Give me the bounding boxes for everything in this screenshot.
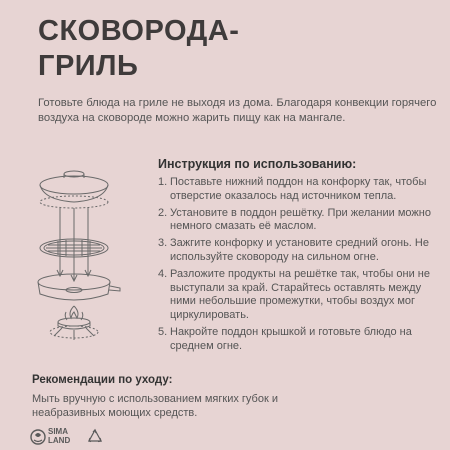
logo-line-1: SIMA	[48, 427, 68, 436]
base-pan-drawing	[38, 274, 120, 300]
step-number: 3.	[158, 237, 168, 250]
grill-pan-illustration	[22, 160, 152, 360]
grate-drawing	[40, 239, 108, 257]
step-number: 2.	[158, 206, 168, 219]
title-line-2: ГРИЛЬ	[38, 50, 139, 82]
instruction-step	[158, 176, 443, 204]
step-text: Накройте поддон крышкой и готовьте блюдо на среднем огне.	[170, 325, 412, 352]
instructions-list	[158, 176, 443, 357]
step-number: 5.	[158, 325, 168, 338]
care-heading: Рекомендации по уходу:	[32, 374, 173, 386]
step-number: 4.	[158, 267, 168, 280]
step-text: Разложите продукты на решётке так, чтобы они не выступали за край. Старайтесь оставлять между ними небольшие промежутки, чтобы воздух мог циркулировать.	[170, 267, 430, 322]
recycle-icon	[86, 428, 104, 446]
care-text: Мыть вручную с использованием мягких губок и неабразивных моющих средств.	[32, 393, 278, 419]
step-text: Установите в поддон решётку. При желании можно немного смазать её маслом.	[170, 206, 431, 233]
instructions-heading: Инструкция по использованию:	[158, 157, 357, 171]
title-line-1: СКОВОРОДА-	[38, 15, 240, 47]
logo-text	[48, 428, 70, 445]
page-title	[38, 14, 239, 84]
instruction-step	[158, 207, 443, 235]
step-number: 1.	[158, 176, 168, 188]
instruction-step	[158, 268, 443, 323]
step-text: Зажгите конфорку и установите средний огонь. Не используйте сковороду на сильном огне.	[170, 237, 429, 263]
intro-text: Готовьте блюда на гриле не выходя из дома. Благодаря конвекции горячего воздуха на сковороде можно жарить пищу как на мангале.	[38, 97, 437, 124]
step-text: Поставьте нижний поддон на конфорку так, чтобы отверстие оказалось над источником тепла.	[170, 176, 427, 202]
instruction-step	[158, 237, 443, 265]
burner-drawing	[50, 306, 98, 340]
lid-drawing	[40, 171, 108, 208]
logo-line-2: LAND	[48, 435, 71, 445]
instruction-step	[158, 326, 443, 354]
